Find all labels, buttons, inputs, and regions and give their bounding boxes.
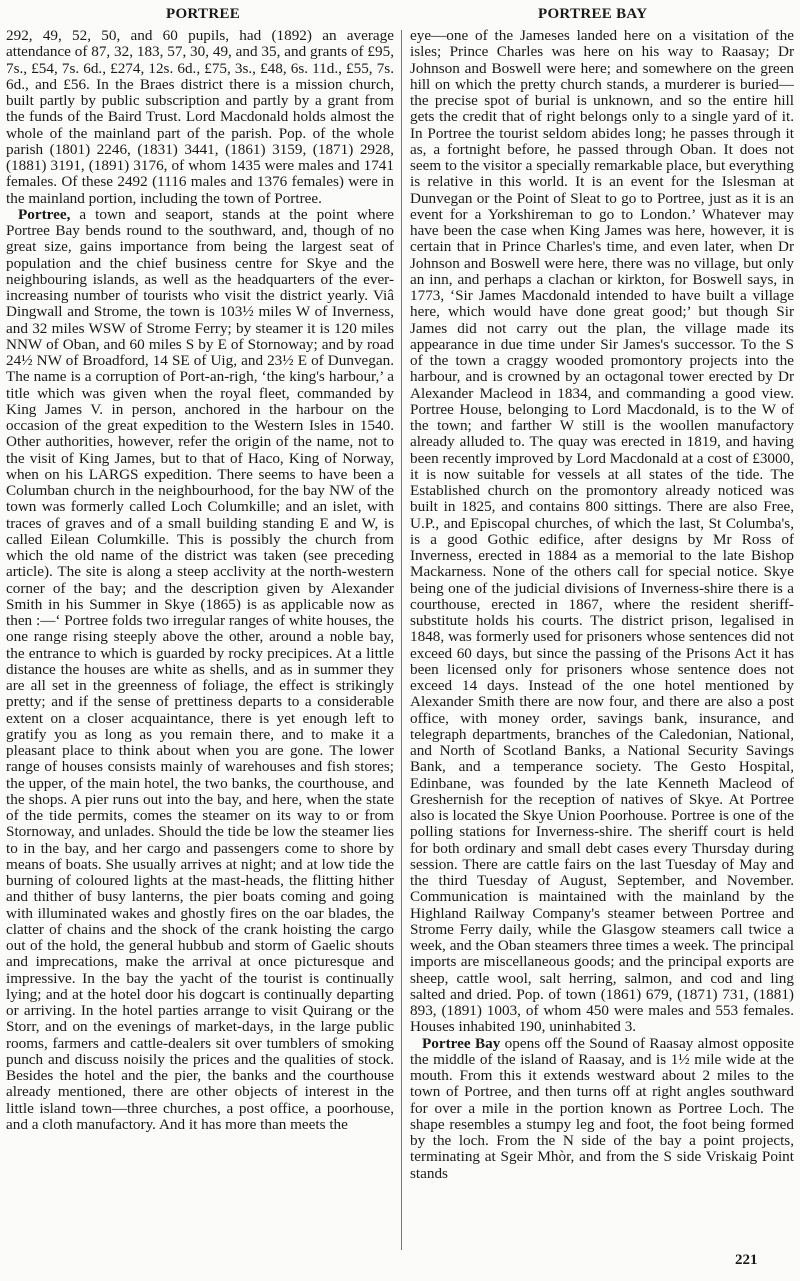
- entry-headword-portree: Portree,: [18, 205, 71, 223]
- entry-body-portree: a town and seaport, stands at the point where Portree Bay bends round to the southward, and, though of no great size, gains importance from being the largest seat of population and the chief business centre for Skye and the neighbouring islands, as well as the headquarters of the ever-increasing number of tourists who visit the district yearly. Viâ Dingwall and Strome, the town is 103½ miles W of Inverness, and 32 miles WSW of Strome Ferry; by steamer it is 120 miles NNW of Oban, and 60 miles S by E of Stornoway; and by road 24½ NW of Broadford, 14 SE of Uig, and 23½ E of Dunvegan. The name is a corruption of Port-an-righ, ‘the king's harbour,’ a title which was given when the royal fleet, commanded by King James V. in person, anchored in the harbour on the occasion of the great expedition to the Western Isles in 1540. Other authorities, however, refer the origin of the name, not to the visit of King James, but to that of Haco, King of Norway, when on his LARGS expedition. There seems to have been a Columban church in the neighbourhood, for the bay NW of the town was formerly called Loch Columkille; and an islet, with traces of graves and of a small building standing E and W, is called Eilean Columkille. This is possibly the church from which the old name of the district was taken (see preceding article). The site is along a steep acclivity at the north-western corner of the bay; and the description given by Alexander Smith in his Summer in Skye (1865) is as applicable now as then :—‘ Portree folds two irregular ranges of white houses, the one range rising steeply above the other, around a noble bay, the entrance to which is guarded by rocky precipices. At a little distance the houses are white as shells, and as in summer they are all set in the greenness of foliage, the effect is strikingly pretty; and if the sense of prettiness departs to a considerable extent on a closer acquaintance, there is yet enough left to gratify you as long as you remain there, and to make it a pleasant place to think about when you are gone. The lower range of houses consists mainly of warehouses and fish stores; the upper, of the main hotel, the two banks, the courthouse, and the shops. A pier runs out into the bay, and here, when the state of the tide permits, comes the steamer on its way to or from Stornoway, and unlades. Should the tide be low the steamer lies to in the bay, and her cargo and passengers come to shore by means of boats. She usually arrives at night; and at low tide the burning of coloured lights at the mast-heads, the flitting hither and thither of busy lanterns, the pier boats coming and going with illuminated wakes and ghostly fires on the oar blades, the clatter of chains and the shock of the crank hoisting the cargo out of the hold, the general hubbub and storm of Gaelic shouts and imprecations, make the arrival at once picturesque and impressive. In the bay the yacht of the tourist is continually lying; and at the hotel door his dogcart is continually departing or arriving. In the hotel parties arrange to visit Quirang or the Storr, and on the evenings of market-days, in the large public rooms, farmers and cattle-dealers sit over tumblers of smoking punch and discuss noisily the prices and the qualities of stock. Besides the hotel and the pier, the banks and the courthouse already mentioned, there are other objects of interest in the little island town—three churches, a post office, a poorhouse, and a cloth manufactory. And it has more than meets the: [6, 205, 394, 1133]
- entry-headword-portree-bay: Portree Bay: [422, 1034, 501, 1052]
- right-column: [410, 28, 794, 1246]
- entry-body-portree-bay: opens off the Sound of Raasay almost opposite the middle of the island of Raasay, and is 1½ mile wide at the mouth. From this it extends westward about 2 miles to the town of Portree, and then turns off at right angles southward for over a mile in the portion known as Portree Loch. The shape resembles a stumpy leg and foot, the foot being formed by the loch. From the N side of the bay a point projects, terminating at Sgeir Mhòr, and from the S side Vriskaig Point stands: [410, 1034, 794, 1182]
- header-right: PORTREE BAY: [538, 6, 648, 22]
- column-divider: [401, 30, 402, 1250]
- paragraph-portree-continued: eye—one of the Jameses landed here on a visitation of the isles; Prince Charles was here on his way to Raasay; Dr Johnson and Boswell were here; and somewhere on the green hill on which the pretty church stands, a murderer is buried—the precise spot of burial is unknown, and so the entire hill gets the credit that of right belongs only to a single yard of it. In Portree the tourist seldom abides long; he passes through it as, a fortnight before, he passed through Oban. It does not seem to the visitor a specially remarkable place, but everything is relative in this world. It is an event for the Islesman at Dunvegan or the Point of Sleat to go to Portree, just as it is an event for a Yorkshireman to go to London.’ Whatever may have been the case when King James was here, however, it is certain that in Prince Charles's time, and even later, when Dr Johnson and Boswell were here, there was no village, but only an inn, and perhaps a clachan or kirkton, for Boswell says, in 1773, ‘Sir James Macdonald intended to have built a village here, which would have done great good;’ but though Sir James did not carry out the plan, the village made its appearance in due time under Sir James's successor. To the S of the town a craggy wooded promontory projects into the harbour, and is crowned by an octagonal tower erected by Dr Alexander Macleod in 1834, and commanding a good view. Portree House, belonging to Lord Macdonald, is to the W of the town; and farther W still is the woollen manufactory already alluded to. The quay was erected in 1819, and having been recently improved by Lord Macdonald at a cost of £3000, it is now suitable for vessels at all states of the tide. The Established church on the promontory already noticed was built in 1825, and contains 800 sittings. There are also Free, U.P., and Episcopal churches, of which the last, St Columba's, is a good Gothic edifice, after designs by Mr Ross of Inverness, erected in 1884 as a memorial to the late Bishop Mackarness. None of the others call for special notice. Skye being one of the judicial divisions of Inverness-shire there is a courthouse, erected in 1867, where the resident sheriff-substitute holds his courts. The district prison, legalised in 1848, was formerly used for prisoners whose sentences did not exceed 60 days, but since the passing of the Prisons Act it has been licensed only for prisoners whose sentence does not exceed 14 days. Instead of the one hotel mentioned by Alexander Smith there are now four, and there are also a post office, with money order, savings bank, insurance, and telegraph departments, branches of the Caledonian, National, and North of Scotland Banks, a National Security Savings Bank, and a temperance society. The Gesto Hospital, Edinbane, was founded by the late Kenneth Macleod of Greshernish for the reception of natives of Skye. At Portree also is located the Skye Union Poorhouse. Portree is one of the polling stations for Inverness-shire. The sheriff court is held for both ordinary and small debt cases every Thursday during session. There are cattle fairs on the last Tuesday of May and the third Tuesday of August, September, and November. Communication is maintained with the mainland by the Highland Railway Company's steamer between Portree and Strome Ferry daily, while the Glasgow steamers call twice a week, and the Oban steamers three times a week. The principal imports are miscellaneous goods; and the principal exports are sheep, cattle wool, salt herring, salmon, and cod and ling salted and dried. Pop. of town (1861) 679, (1871) 731, (1881) 893, (1891) 1003, of whom 450 were males and 553 females. Houses inhabited 190, uninhabited 3.: [410, 28, 794, 1036]
- header-left: PORTREE: [166, 6, 241, 22]
- paragraph-parish-stats: 292, 49, 52, 50, and 60 pupils, had (1892) an average attendance of 87, 32, 183, 57, 30, 49, and 35, and grants of £95, 7s., £54, 7s. 6d., £274, 12s. 6d., £75, 3s., £48, 6s. 11d., £55, 7s. 6d., and £56. In the Braes district there is a mission church, built partly by public subscription and partly by a grant from the funds of the Baird Trust. Lord Macdonald holds almost the whole of the mainland part of the parish. Pop. of the whole parish (1801) 2246, (1831) 3441, (1861) 3159, (1871) 2928, (1881) 3191, (1891) 3176, of whom 1435 were males and 1741 females. Of these 2492 (1116 males and 1376 females) were in the mainland portion, including the town of Portree.: [6, 28, 394, 207]
- left-column: [6, 28, 394, 1246]
- running-header: [0, 6, 800, 28]
- paragraph-portree-town: [6, 207, 394, 1133]
- page-number: 221: [735, 1252, 758, 1268]
- paragraph-portree-bay: [410, 1036, 794, 1182]
